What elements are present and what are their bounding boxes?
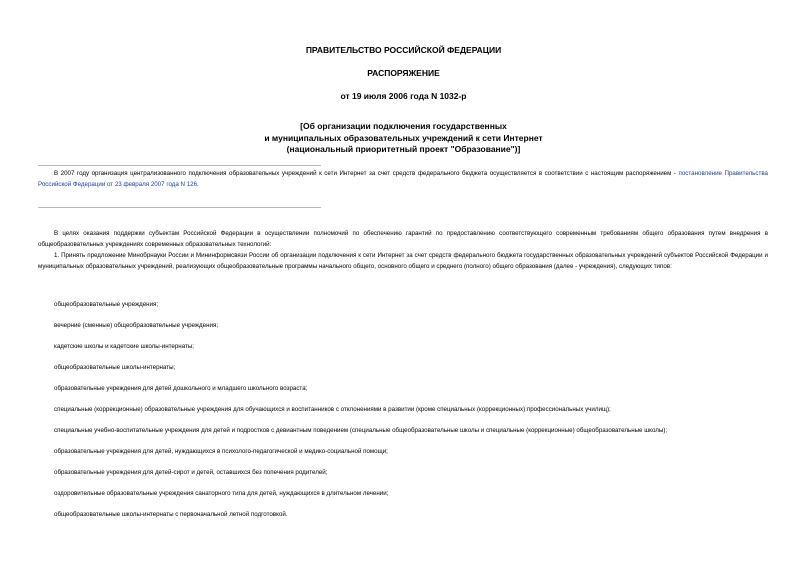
list-item: общеобразовательные школы-интернаты;: [54, 364, 176, 371]
editorial-note: [38, 169, 768, 190]
note-divider-top: [38, 165, 321, 166]
list-item: образовательные учреждения для детей дошкольного и младшего школьного возраста;: [54, 385, 308, 392]
list-item: вечерние (сменные) общеобразовательные учреждения;: [54, 322, 219, 329]
list-item: образовательные учреждения для детей, нуждающихся в психолого-педагогической и медико-социальной помощи;: [54, 448, 388, 455]
list-item: общеобразовательные учреждения;: [54, 301, 159, 308]
list-item: образовательные учреждения для детей-сирот и детей, оставшихся без попечения родителей;: [54, 469, 328, 476]
note-divider-bottom: [38, 207, 321, 208]
point-1-paragraph: 1. Принять предложение Минобрнауки России и Мининформсвязи России об организации подключения к сети Интернет за счет средств федерального бюджета государственных образовательных учреждений субъектов Российской Федерации и муниципальных образовательных учреждений, реализующих общеобразовательные программы начального общего, основного общего и среднего (полного) общего образования (далее - учреждения), следующих типов:: [38, 252, 768, 270]
government-heading: ПРАВИТЕЛЬСТВО РОССИЙСКОЙ ФЕДЕРАЦИИ: [305, 45, 502, 55]
resolution-link[interactable]: постановление Правительства Российской Федерации от 23 февраля 2007 года N 126: [38, 170, 768, 188]
topic-line-1: [Об организации подключения государственных: [300, 121, 507, 131]
topic-line-2: и муниципальных образовательных учреждений к сети Интернет: [264, 132, 543, 143]
list-item: кадетские школы и кадетские школы-интернаты;: [54, 343, 195, 350]
list-item: общеобразовательные школы-интернаты с первоначальной летной подготовкой.: [54, 511, 288, 518]
note-text: В 2007 году организация централизованного подключения образовательных учреждений к сети Интернет за счет средств федерального бюджета осуществляется в соответствии с настоящим распоряжением -: [54, 170, 679, 177]
document-topic: [0, 121, 807, 156]
document-type-heading: РАСПОРЯЖЕНИЕ: [367, 68, 440, 78]
note-end: .: [197, 180, 199, 188]
list-item: оздоровительные образовательные учреждения санаторного типа для детей, нуждающихся в длительном лечении;: [54, 490, 389, 497]
document-date-number: от 19 июля 2006 года N 1032-р: [340, 91, 467, 101]
intro-paragraph: В целях оказания поддержки субъектам Российской Федерации в осуществлении полномочий по обеспечению гарантий по предоставлению соответствующего современным требованиям общего образования путем внедрения в общеобразовательных учреждениях современных образовательных технологий:: [38, 230, 768, 248]
topic-line-3: (национальный приоритетный проект "Образование")]: [286, 144, 521, 154]
list-item: специальные учебно-воспитательные учреждения для детей и подростков с девиантным поведением (специальные общеобразовательные школы и специальные (коррекционные) общеобразовательные школы);: [54, 427, 668, 434]
list-item: специальные (коррекционные) образовательные учреждения для обучающихся и воспитанников с отклонениями в развитии (кроме специальных (коррекционных) профессиональных училищ);: [54, 406, 611, 413]
